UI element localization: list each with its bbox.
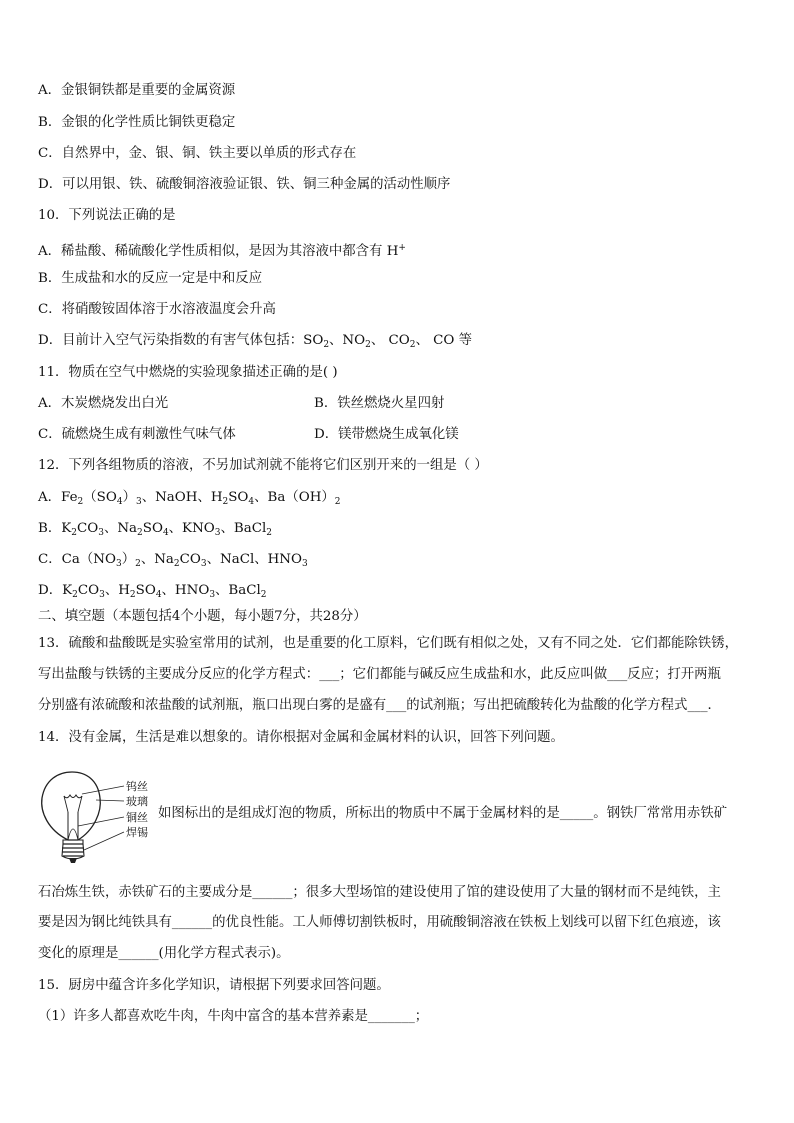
- q13-line-1: 13．硫酸和盐酸既是实验室常用的试剂，也是重要的化工原料，它们既有相似之处，又有不同之处．它们都能除铁锈，: [38, 636, 738, 651]
- q10-option-c: C．将硝酸铵固体溶于水溶液温度会升高: [38, 302, 276, 317]
- q9-option-b: B．金银的化学性质比铜铁更稳定: [38, 115, 236, 130]
- q9-option-c: C．自然界中，金、银、铜、铁主要以单质的形式存在: [38, 146, 357, 161]
- section-heading: 二、填空题（本题包括4个小题，每小题7分，共28分）: [38, 609, 367, 624]
- q15-stem: 15．厨房中蕴含许多化学知识，请根据下列要求回答问题。: [38, 978, 390, 993]
- q10-stem: 10．下列说法正确的是: [38, 208, 176, 223]
- q9-option-a: A．金银铜铁都是重要的金属资源: [38, 83, 236, 98]
- label-solder: 焊锡: [126, 826, 148, 839]
- q9-option-d: D．可以用银、铁、硫酸铜溶液验证银、铁、铜三种金属的活动性顺序: [38, 177, 451, 192]
- q12-stem: 12．下列各组物质的溶液，不另加试剂就不能将它们区别开来的一组是（ ）: [38, 458, 488, 473]
- q14-line-3: 要是因为钢比纯铁具有______的优良性能。工人师傅切割铁板时，用硫酸铜溶液在铁板上划线可以留下红色痕迹，该: [38, 915, 721, 930]
- q11-option-c: C．硫燃烧生成有刺激性气味气体: [38, 427, 236, 442]
- q14-stem: 14．没有金属，生活是难以想象的。请你根据对金属和金属材料的认识，回答下列问题。: [38, 730, 564, 745]
- q12-option-d: D．$K_2CO_3$、$H_2SO_4$、$HNO_3$、BaCl$_2$: [38, 583, 267, 600]
- q12-option-c: C．$Ca(NO_3)_2$、$Na_2CO_3$、NaCl、$HNO_3$: [38, 552, 308, 569]
- q12-option-a: A．$Fe_2(SO_4)_3$、NaOH、$H_2SO_4$、$Ba(OH)_2$: [38, 490, 341, 507]
- q14-line-1: 如图标出的是组成灯泡的物质，所标出的物质中不属于金属材料的是_____。钢铁厂常常用赤铁矿: [158, 806, 728, 821]
- light-bulb-figure: [38, 770, 158, 865]
- q11-stem: 11．物质在空气中燃烧的实验现象描述正确的是( ): [38, 365, 338, 380]
- q10-option-b: B．生成盐和水的反应一定是中和反应: [38, 271, 263, 286]
- q13-line-2: 写出盐酸与铁锈的主要成分反应的化学方程式：___；它们都能与碱反应生成盐和水，此反应叫做___反应；打开两瓶: [38, 667, 721, 682]
- q10-option-a: A．稀盐酸、稀硫酸化学性质相似，是因为其溶液中都含有 H+: [38, 243, 406, 259]
- q11-option-d: D．镁带燃烧生成氧化镁: [314, 427, 459, 442]
- q14-line-4: 变化的原理是______(用化学方程式表示)。: [38, 946, 290, 961]
- q13-line-3: 分别盛有浓硫酸和浓盐酸的试剂瓶，瓶口出现白雾的是盛有___的试剂瓶；写出把硫酸转化为盐酸的化学方程式___．: [38, 698, 721, 713]
- q10-option-d: D．目前计入空气污染指数的有害气体包括：$SO_2$、$NO_2$、 $CO_2$、 CO 等: [38, 333, 473, 350]
- label-tungsten-wire: 钨丝: [126, 780, 148, 793]
- q14-line-2: 石冶炼生铁，赤铁矿石的主要成分是______；很多大型场馆的建设使用了馆的建设使用了大量的钢材而不是纯铁，主: [38, 885, 721, 900]
- label-copper-wire: 铜丝: [126, 811, 148, 824]
- q12-option-b: B．$K_2CO_3$、$Na_2SO_4$、$KNO_3$、BaCl$_2$: [38, 521, 272, 538]
- label-glass: 玻璃: [126, 795, 148, 808]
- q11-option-a: A．木炭燃烧发出白光: [38, 396, 169, 411]
- q11-option-b: B．铁丝燃烧火星四射: [314, 396, 445, 411]
- q15-sub-1: （1）许多人都喜欢吃牛肉，牛肉中富含的基本营养素是_______；: [38, 1009, 429, 1024]
